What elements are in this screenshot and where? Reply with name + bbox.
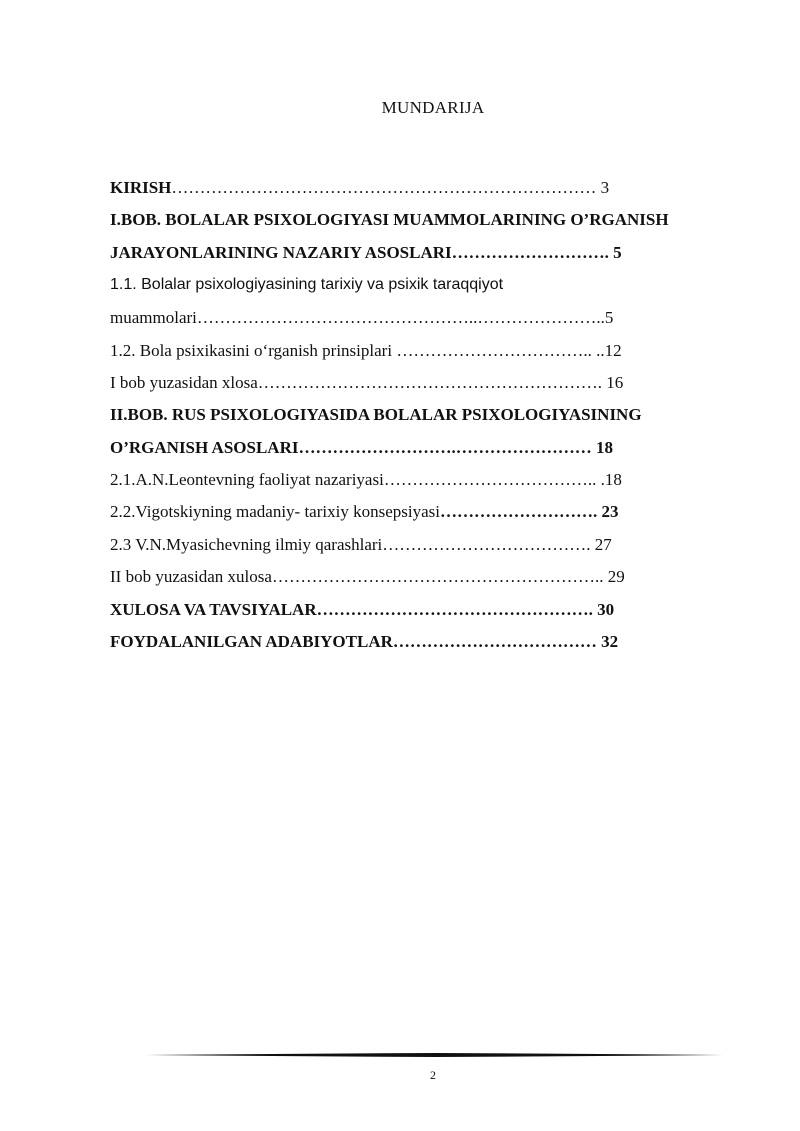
toc-entry-title: XULOSA VA TAVSIYALAR (110, 600, 317, 619)
toc-entry-title: 2.2.Vigotskiyning madaniy- tarixiy konsepsiyasi (110, 502, 440, 521)
toc-dot-leader: ……………………….…………………… (298, 438, 596, 457)
toc-entry-title: JARAYONLARINING NAZARIY ASOSLARI (110, 243, 452, 262)
toc-entry-chapter-2-cont (110, 439, 613, 456)
toc-dot-leader: ………………………………………………………………… (171, 178, 597, 197)
toc-entry-title: 1.1. Bolalar psixologiyasining tarixiy va psixik taraqqiyot (110, 276, 504, 293)
toc-entry-title: 2.1.A.N.Leontevning faoliyat nazariyasi (110, 470, 384, 489)
toc-page-number: 29 (607, 567, 625, 586)
page-title: MUNDARIJA (381, 98, 485, 117)
toc-entry-chapter-1 (110, 211, 669, 228)
toc-page-number: 30 (597, 600, 615, 619)
toc-page-number: 18 (595, 438, 613, 457)
toc-dot-leader: ……………………………….. . (383, 470, 605, 489)
toc-page-number: 27 (594, 535, 612, 554)
toc-page-number: 18 (604, 470, 622, 489)
toc-dot-leader: ………………………………………………….. (271, 567, 608, 586)
toc-entry-section-2-2 (110, 503, 618, 520)
toc-page-number: 23 (601, 502, 619, 521)
toc-entry-section-1-1-cont (110, 309, 613, 326)
toc-page-number: 32 (601, 632, 619, 651)
toc-dot-leader: ………………………. (451, 243, 614, 262)
toc-entry-chapter-2-summary (110, 568, 625, 585)
toc-dot-leader: ………………………………. (382, 535, 595, 554)
toc-dot-leader: ………………………. (439, 502, 602, 521)
toc-entry-chapter-1-cont (110, 244, 622, 261)
toc-entry-references (110, 633, 618, 650)
toc-entry-kirish (110, 179, 609, 196)
toc-entry-section-1-2 (110, 342, 622, 359)
toc-entry-title: II.BOB. RUS PSIXOLOGIYASIDA BOLALAR PSIXOLOGIYASINING (110, 405, 642, 424)
toc-entry-title: I.BOB. BOLALAR PSIXOLOGIYASI MUAMMOLARINING O’RGANISH (110, 210, 669, 229)
toc-entry-conclusion (110, 601, 614, 618)
toc-page-number: 12 (604, 341, 622, 360)
toc-entry-section-1-1 (110, 277, 503, 293)
toc-page-number: 16 (606, 373, 624, 392)
toc-entry-title: O’RGANISH ASOSLARI (110, 438, 299, 457)
toc-entry-title: KIRISH (110, 178, 172, 197)
toc-page-number: 3 (596, 178, 610, 197)
toc-entry-title: 1.2. Bola psixikasini o‘rganish prinsiplari (110, 341, 397, 360)
toc-dot-leader: ……………………………………………………. (257, 373, 607, 392)
footer-divider (146, 1053, 723, 1057)
toc-entry-title: muammolari (110, 308, 197, 327)
toc-entry-section-2-3 (110, 536, 612, 553)
toc-dot-leader: …………………………….. .. (396, 341, 605, 360)
toc-entry-title: I bob yuzasidan xlosa (110, 373, 258, 392)
toc-page-number: 5 (604, 308, 614, 327)
toc-entry-chapter-1-summary (110, 374, 623, 391)
toc-dot-leader: …………………………………………. (316, 600, 598, 619)
toc-entry-title: FOYDALANILGAN ADABIYOTLAR (110, 632, 393, 651)
toc-entry-title: 2.3 V.N.Myasichevning ilmiy qarashlari (110, 535, 383, 554)
toc-dot-leader: ……………………………… (392, 632, 602, 651)
toc-dot-leader: …………………………………………..………………….. (196, 308, 605, 327)
page-number: 2 (430, 1068, 436, 1082)
toc-entry-section-2-1 (110, 471, 622, 488)
toc-page-number: 5 (613, 243, 622, 262)
toc-entry-chapter-2 (110, 406, 642, 423)
toc-entry-title: II bob yuzasidan xulosa (110, 567, 272, 586)
